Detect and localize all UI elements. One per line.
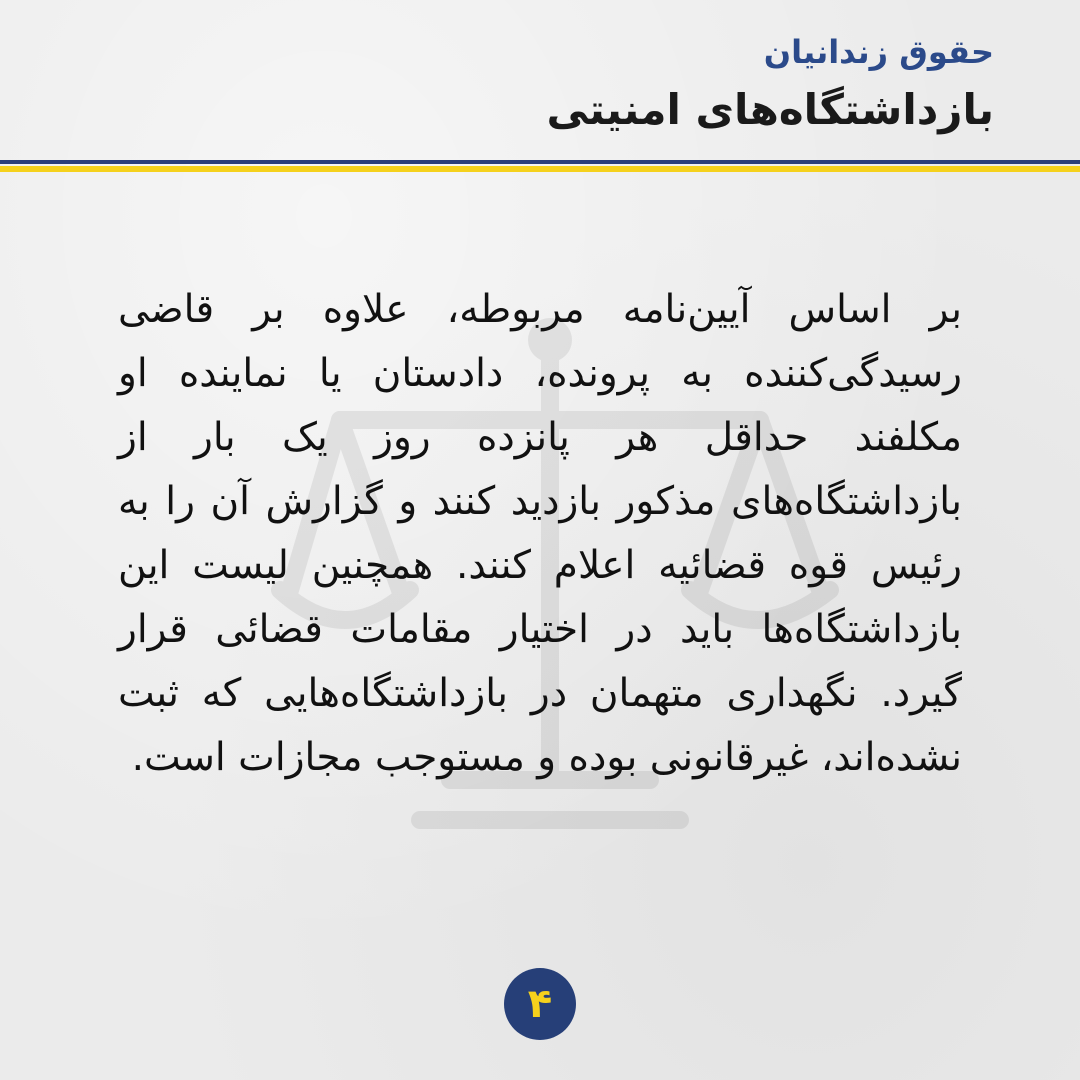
body-paragraph: بر اساس آیین‌نامه مربوطه، علاوه بر قاضی رسیدگی‌کننده به پرونده، دادستان یا نماینده او مکلفند حداقل هر پانزده روز یک بار از بازداشتگاه‌های مذکور بازدید کنند و گزارش آن را به رئیس قوه قضائیه اعلام کنند. همچنین لیست این بازداشتگاه‌ها باید در اختیار مقامات قضائی قرار گیرد. نگهداری متهمان در بازداشتگاه‌هایی که ثبت نشده‌اند، غیرقانونی بوده و مستوجب مجازات است. bbox=[118, 287, 962, 780]
page-title: بازداشتگاه‌های امنیتی bbox=[546, 85, 994, 134]
divider-yellow bbox=[0, 166, 1080, 172]
header bbox=[94, 28, 994, 140]
section-kicker: حقوق زندانیان bbox=[763, 33, 994, 71]
page-number-badge: ۴ bbox=[504, 968, 576, 1040]
divider-navy bbox=[0, 160, 1080, 164]
